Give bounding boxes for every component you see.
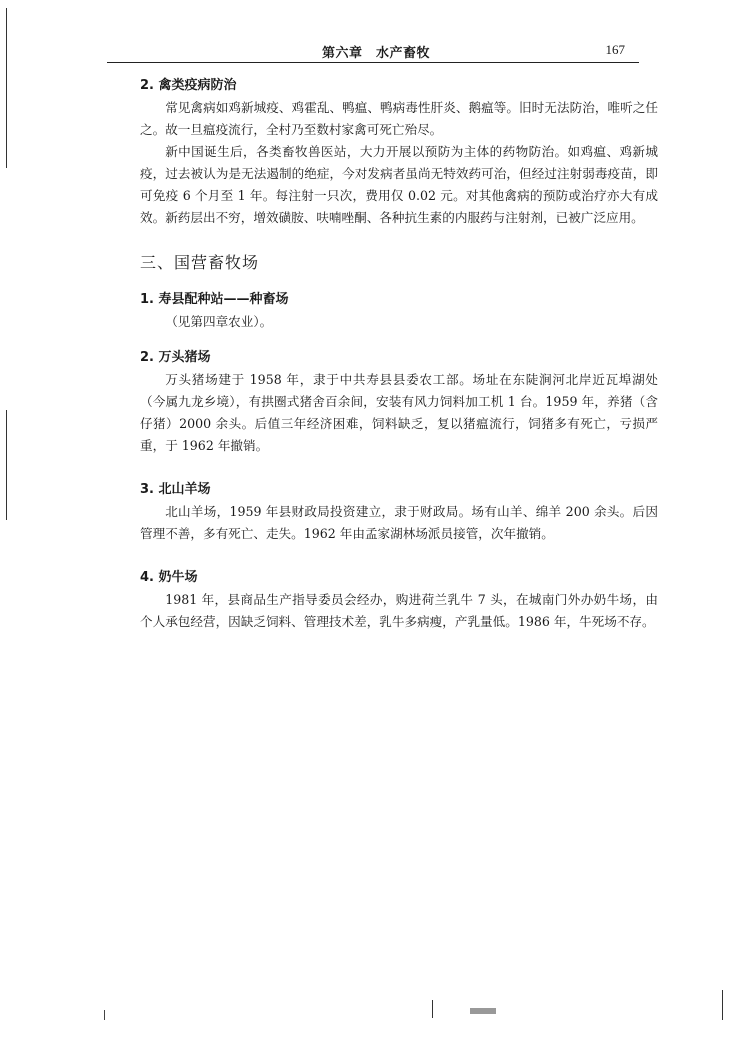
- running-header: [107, 34, 639, 63]
- left-binding-line: [6, 8, 7, 168]
- paragraph-poultry-1: 常见禽病如鸡新城疫、鸡霍乱、鸭瘟、鸭病毒性肝炎、鹅瘟等。旧时无法防治，唯听之任之。故一旦瘟疫流行，全村乃至数村家禽可死亡殆尽。: [140, 100, 658, 137]
- paragraph-pig-farm: 万头猪场建于 1958 年，隶于中共寿县县委农工部。场址在东陡涧河北岸近瓦埠湖处（今属九龙乡境），有拱圈式猪舍百余间，安装有风力饲料加工机 1 台。1959 年，养猪（含仔猪）2000 余头。后值三年经济困难，饲料缺乏，复以猪瘟流行，饲猪多有死亡，亏损严重，于 1962 年撤销。: [140, 372, 658, 453]
- paragraph-dairy-farm: 1981 年，县商品生产指导委员会经办，购进荷兰乳牛 7 头，在城南门外办奶牛场，由个人承包经营，因缺乏饲料、管理技术差，乳牛多病瘦，产乳量低。1986 年，牛死场不存。: [140, 592, 658, 629]
- right-binding-line: [722, 990, 723, 1020]
- left-binding-line-lower: [6, 410, 7, 520]
- heading-pig-farm: 2. 万头猪场: [140, 350, 211, 365]
- scan-speck: [470, 1008, 496, 1014]
- scan-speck: [104, 1010, 105, 1020]
- heading-dairy-farm: 4. 奶牛场: [140, 570, 198, 585]
- paragraph-sheep-farm: 北山羊场，1959 年县财政局投资建立，隶于财政局。场有山羊、绵羊 200 余头。后因管理不善，多有死亡、走失。1962 年由孟家湖林场派员接管，次年撤销。: [140, 504, 658, 541]
- page-body: [140, 75, 660, 633]
- page-number: 167: [605, 42, 625, 57]
- heading-state-farms: 三、国营畜牧场: [140, 253, 260, 272]
- bottom-mark: [432, 1000, 433, 1018]
- heading-breeding-station: 1. 寿县配种站——种畜场: [140, 292, 289, 307]
- heading-sheep-farm: 3. 北山羊场: [140, 482, 211, 497]
- paragraph-breeding-station: （见第四章农业）。: [165, 314, 273, 329]
- heading-poultry-disease: 2. 禽类疫病防治: [140, 78, 237, 93]
- paragraph-poultry-2: 新中国诞生后，各类畜牧兽医站，大力开展以预防为主体的药物防治。如鸡瘟、鸡新城疫，过去被认为是无法遏制的绝症，今对发病者虽尚无特效药可治，但经过注射弱毒疫苗，即可免疫 6 个月至 1 年。每注射一只次，费用仅 0.02 元。对其他禽病的预防或治疗亦大有成效。新药层出不穷，增效磺胺、呋喃唑酮、各种抗生素的内服药与注射剂，已被广泛应用。: [140, 144, 658, 225]
- chapter-title: 第六章 水产畜牧: [322, 46, 431, 61]
